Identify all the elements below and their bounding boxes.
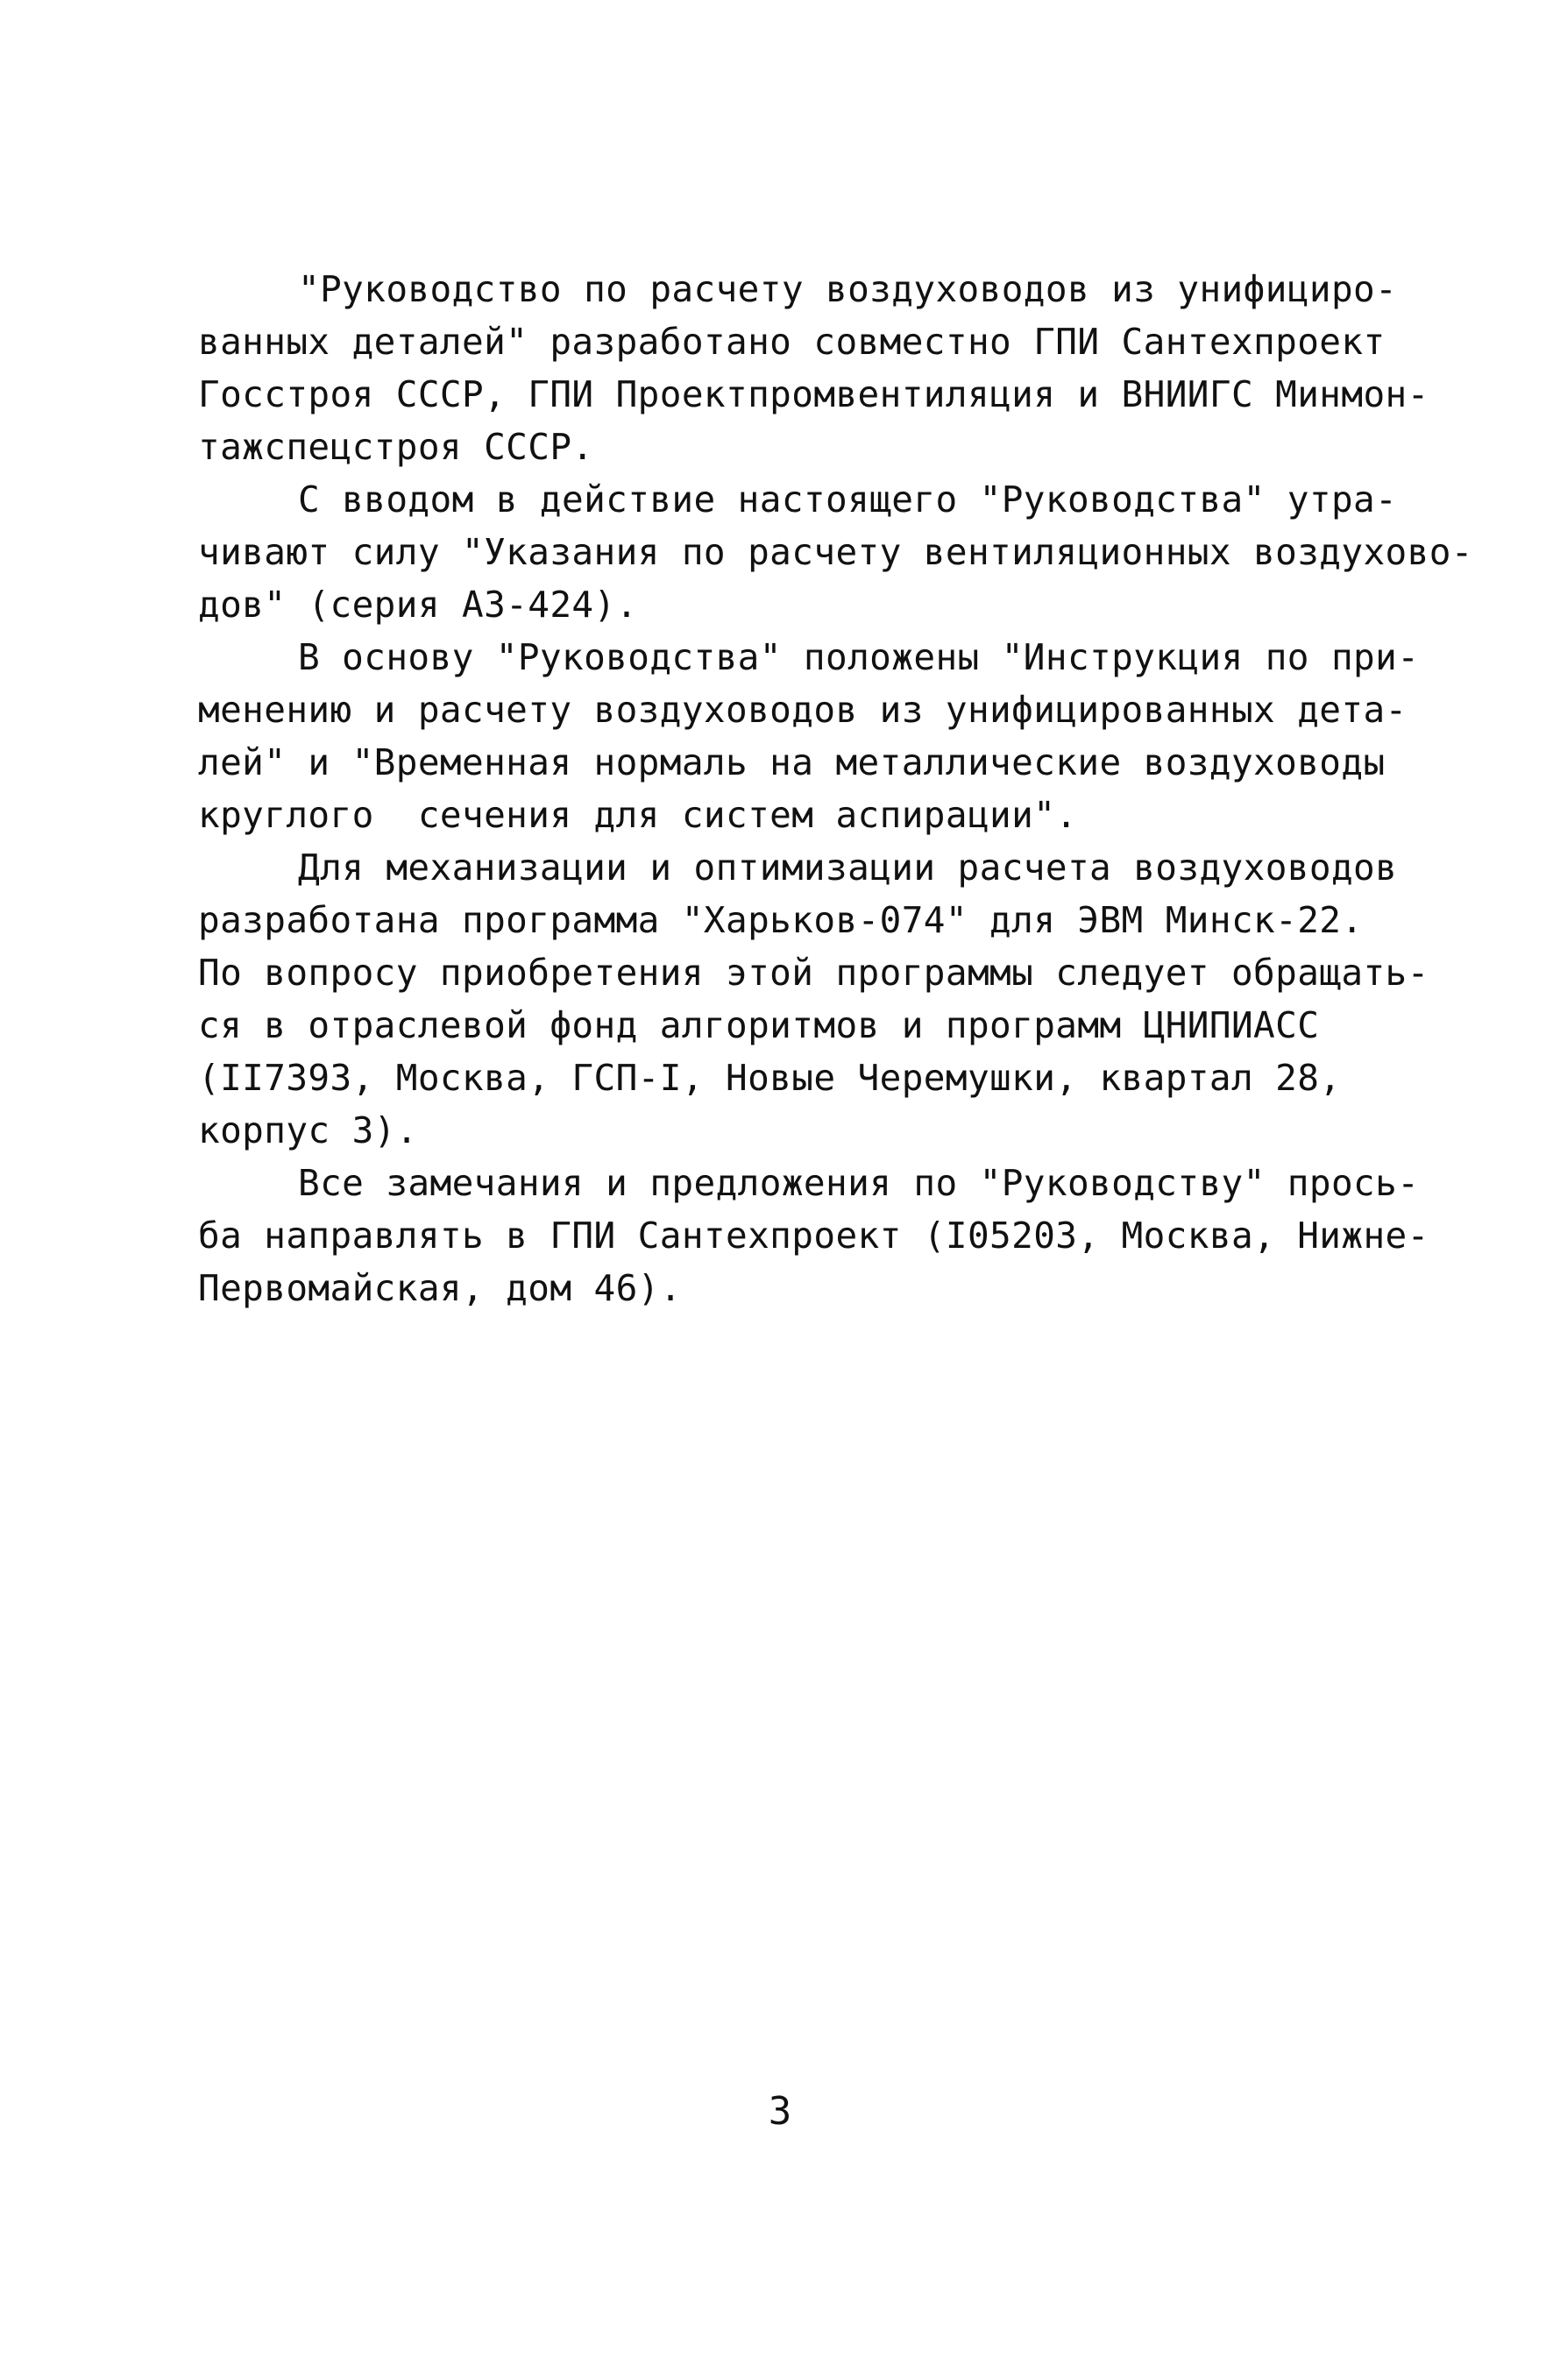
paragraph-5-line-2: ба направлять в ГПИ Сантехпроект (I05203, Москва, Нижне- xyxy=(198,1215,1429,1257)
paragraph-3-line-2: менению и расчету воздуховодов из унифицированных дета- xyxy=(198,689,1408,731)
paragraph-2-line-2: чивают силу "Указания по расчету вентиляционных воздухово- xyxy=(198,531,1473,573)
paragraph-4-line-2: разработана программа "Харьков-074" для ЭВМ Минск-22. xyxy=(198,899,1364,941)
page-number: 3 xyxy=(768,2089,792,2134)
paragraph-3-line-3: лей" и "Временная нормаль на металлические воздуховоды xyxy=(198,741,1386,783)
paragraph-1-line-3: Госстроя СССР, ГПИ Проектпромвентиляция и ВНИИГС Минмон- xyxy=(198,373,1429,415)
paragraph-3-line-4: круглого сечения для систем аспирации". xyxy=(198,794,1078,836)
paragraph-5-line-3: Первомайская, дом 46). xyxy=(198,1267,682,1309)
paragraph-5-line-1: Все замечания и предложения по "Руководству" прось- xyxy=(298,1162,1420,1204)
paragraph-4-line-6: корпус 3). xyxy=(198,1109,418,1151)
body-text xyxy=(198,263,1473,1314)
paragraph-4-line-5: (II7393, Москва, ГСП-I, Новые Черемушки, квартал 28, xyxy=(198,1057,1342,1099)
paragraph-3-line-1: В основу "Руководства" положены "Инструкция по при- xyxy=(298,636,1420,678)
paragraph-4-line-4: ся в отраслевой фонд алгоритмов и программ ЦНИПИАСС xyxy=(198,1004,1320,1046)
paragraph-1-line-1: "Руководство по расчету воздуховодов из унифициро- xyxy=(298,268,1398,310)
paragraph-2-line-3: дов" (серия АЗ-424). xyxy=(198,584,638,626)
paragraph-4-line-1: Для механизации и оптимизации расчета воздуховодов xyxy=(298,846,1398,889)
paragraph-1-line-2: ванных деталей" разработано совместно ГПИ Сантехпроект xyxy=(198,321,1386,363)
paragraph-2-line-1: С вводом в действие настоящего "Руководства" утра- xyxy=(298,478,1398,521)
paragraph-1-line-4: тажспецстроя СССР. xyxy=(198,426,594,468)
paragraph-4-line-3: По вопросу приобретения этой программы следует обращать- xyxy=(198,952,1429,994)
